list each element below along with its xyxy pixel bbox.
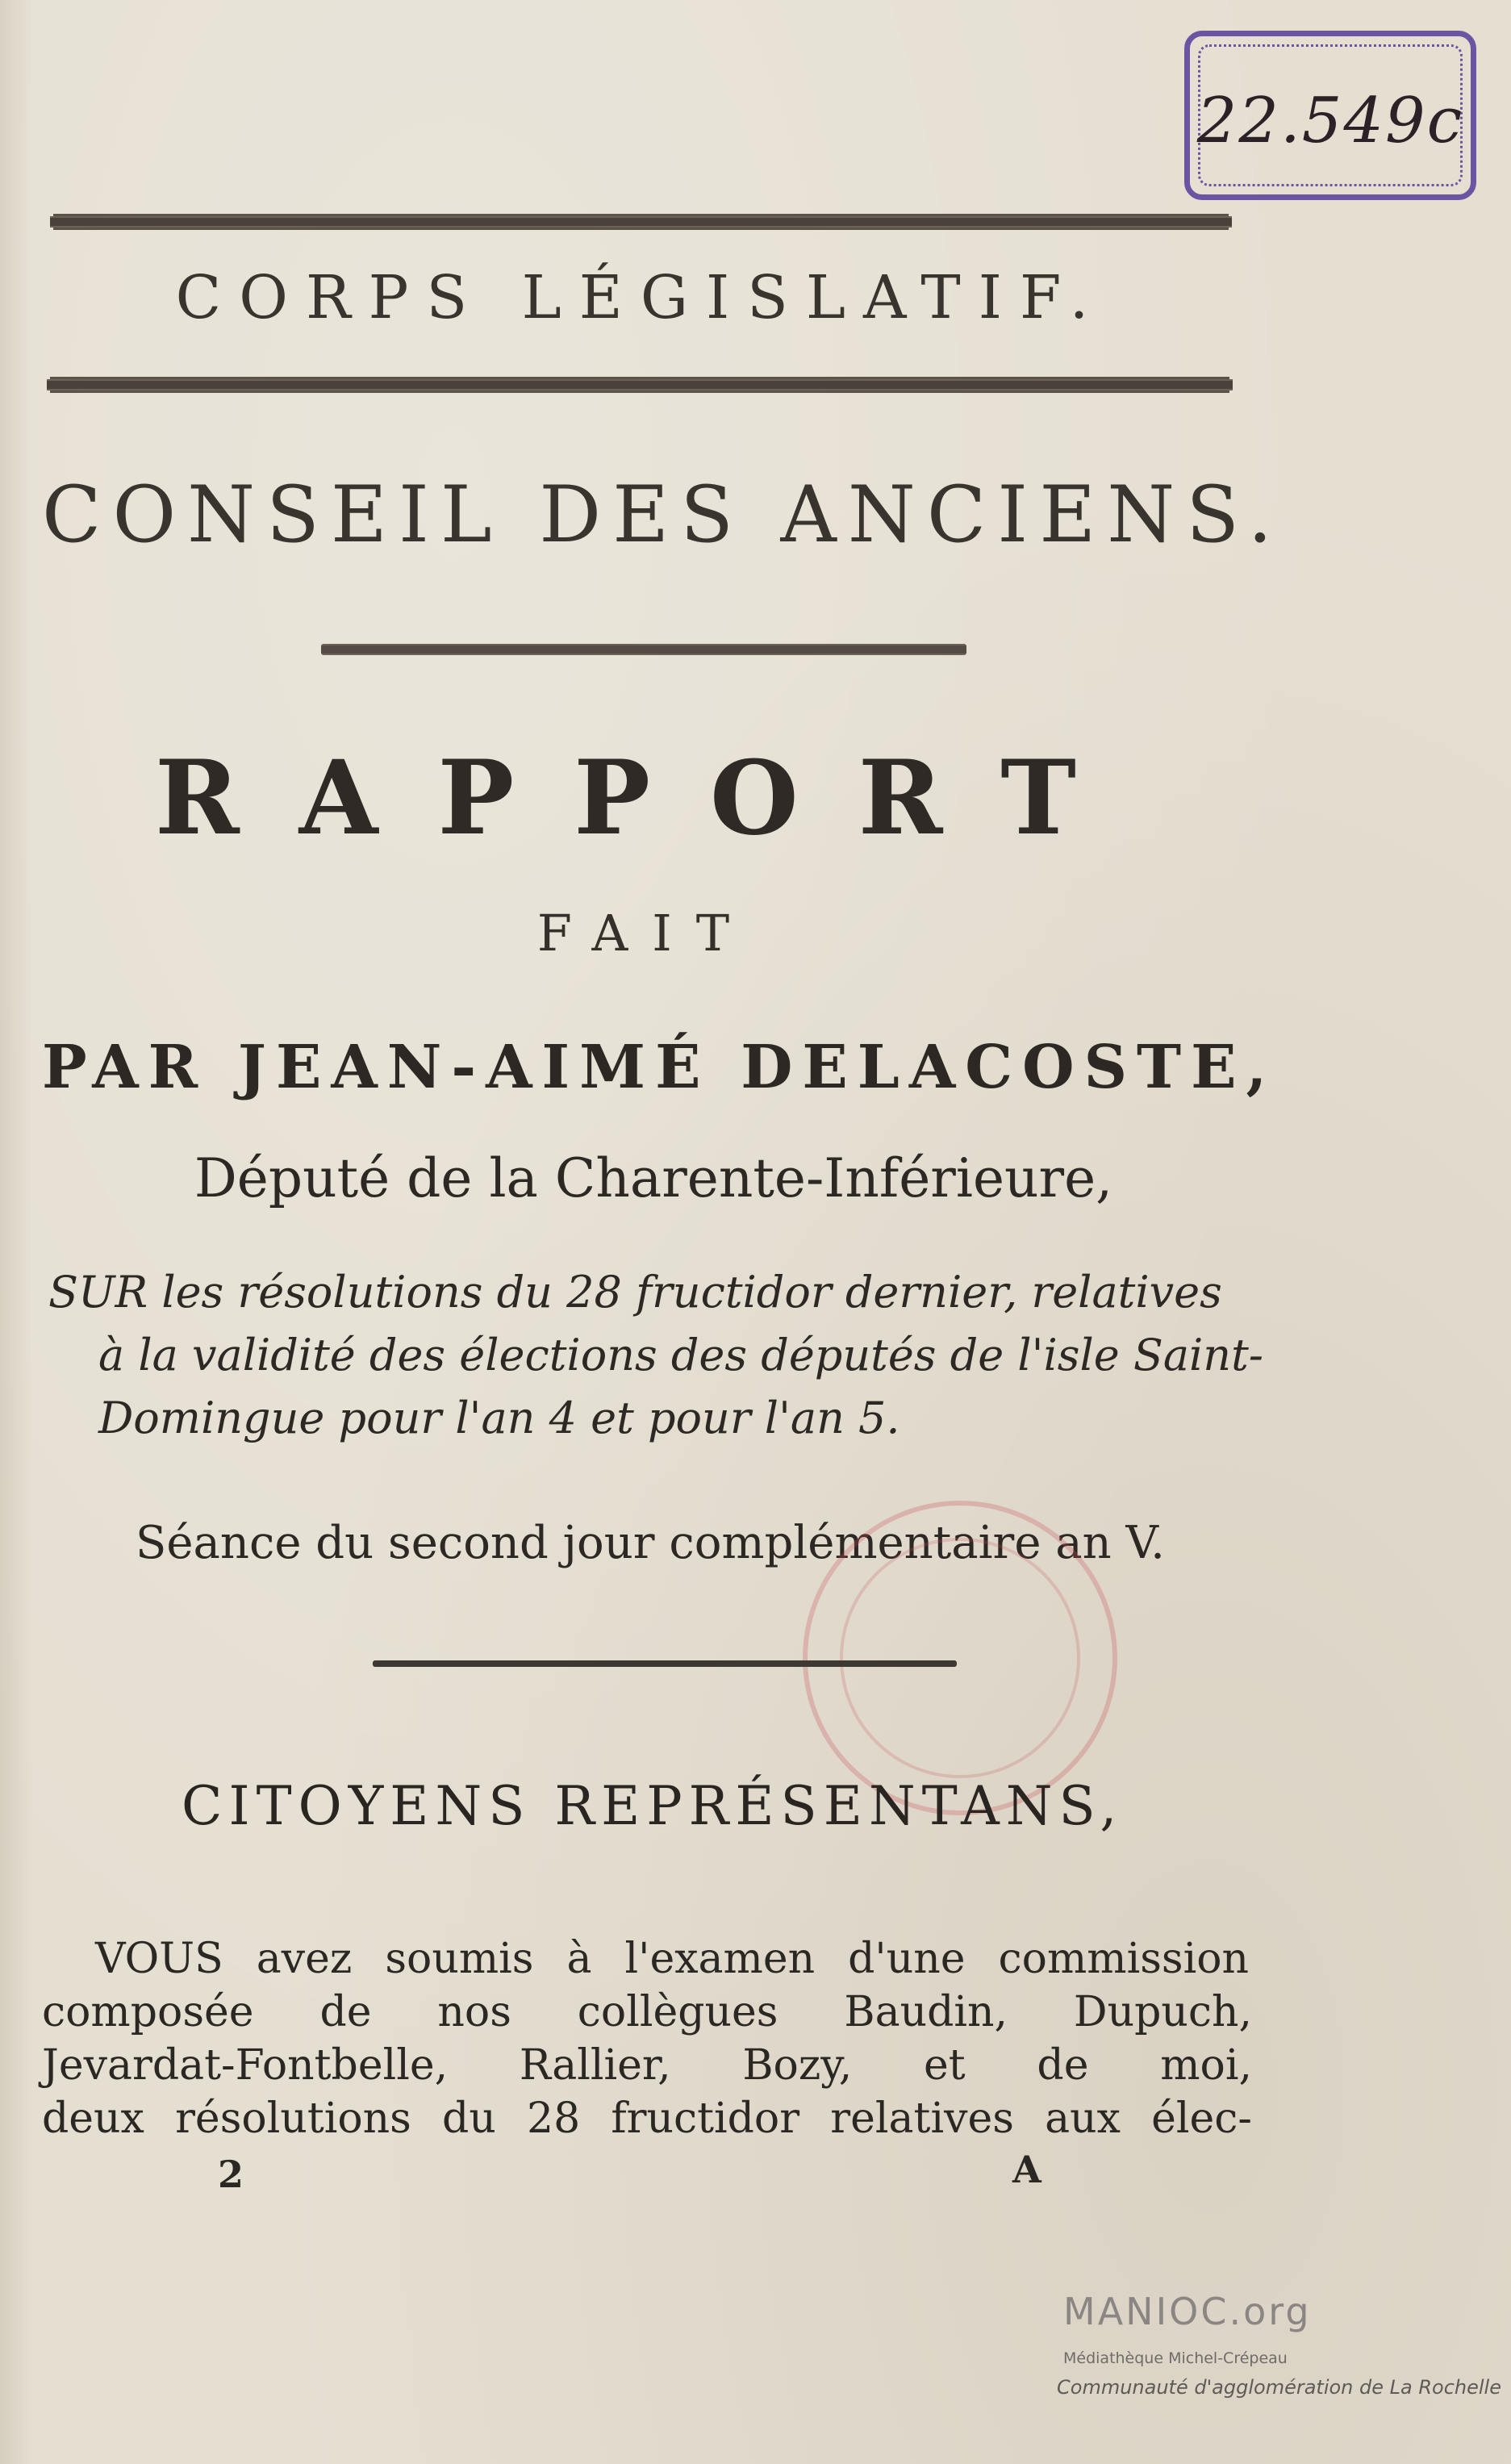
seance-line: Séance du second jour complémentaire an V. [136,1517,1165,1569]
salutation: CITOYENS REPRÉSENTANS, [182,1775,1124,1837]
body-line-2: composée de nos collègues Baudin, Dupuch, [42,1988,1252,2036]
manioc-logo: MANIOC.org [1063,2290,1312,2333]
community-credit: Communauté d'agglomération de La Rochelle [1057,2376,1501,2399]
subject-line-2: à la validité des élections des députés de l'isle Saint- [98,1330,1264,1380]
library-credit: Médiathèque Michel-Crépeau [1063,2349,1288,2367]
subject-line-1: SUR les résolutions du 28 fructidor dernier, relatives [48,1267,1222,1318]
top-rule [50,216,1232,228]
rapport-title: RAPPORT [155,738,1136,858]
subject-line-3: Domingue pour l'an 4 et pour l'an 5. [98,1393,900,1443]
shelfmark-number: 22.549c [1196,85,1464,157]
header-rule [47,379,1233,390]
body-line-4: deux résolutions du 28 fructidor relatives aux élec- [42,2094,1252,2143]
corps-legislatif-heading: CORPS LÉGISLATIF. [175,263,1107,332]
author-role: Député de la Charente-Inférieure, [194,1147,1113,1209]
conseil-heading: CONSEIL DES ANCIENS. [42,470,1284,560]
signature-letter: A [1012,2148,1041,2191]
author-line: PAR JEAN-AIMÉ DELACOSTE, [42,1033,1277,1102]
section-rule [373,1660,957,1667]
fait-label: FAIT [536,904,754,963]
title-rule [321,644,966,655]
library-seal [803,1501,1117,1815]
signature-number: 2 [218,2153,244,2196]
body-line-3: Jevardat-Fontbelle, Rallier, Bozy, et de moi, [42,2041,1252,2090]
body-line-1: VOUS avez soumis à l'examen d'une commission [95,1935,1249,1983]
shelfmark-stamp [1184,31,1476,200]
